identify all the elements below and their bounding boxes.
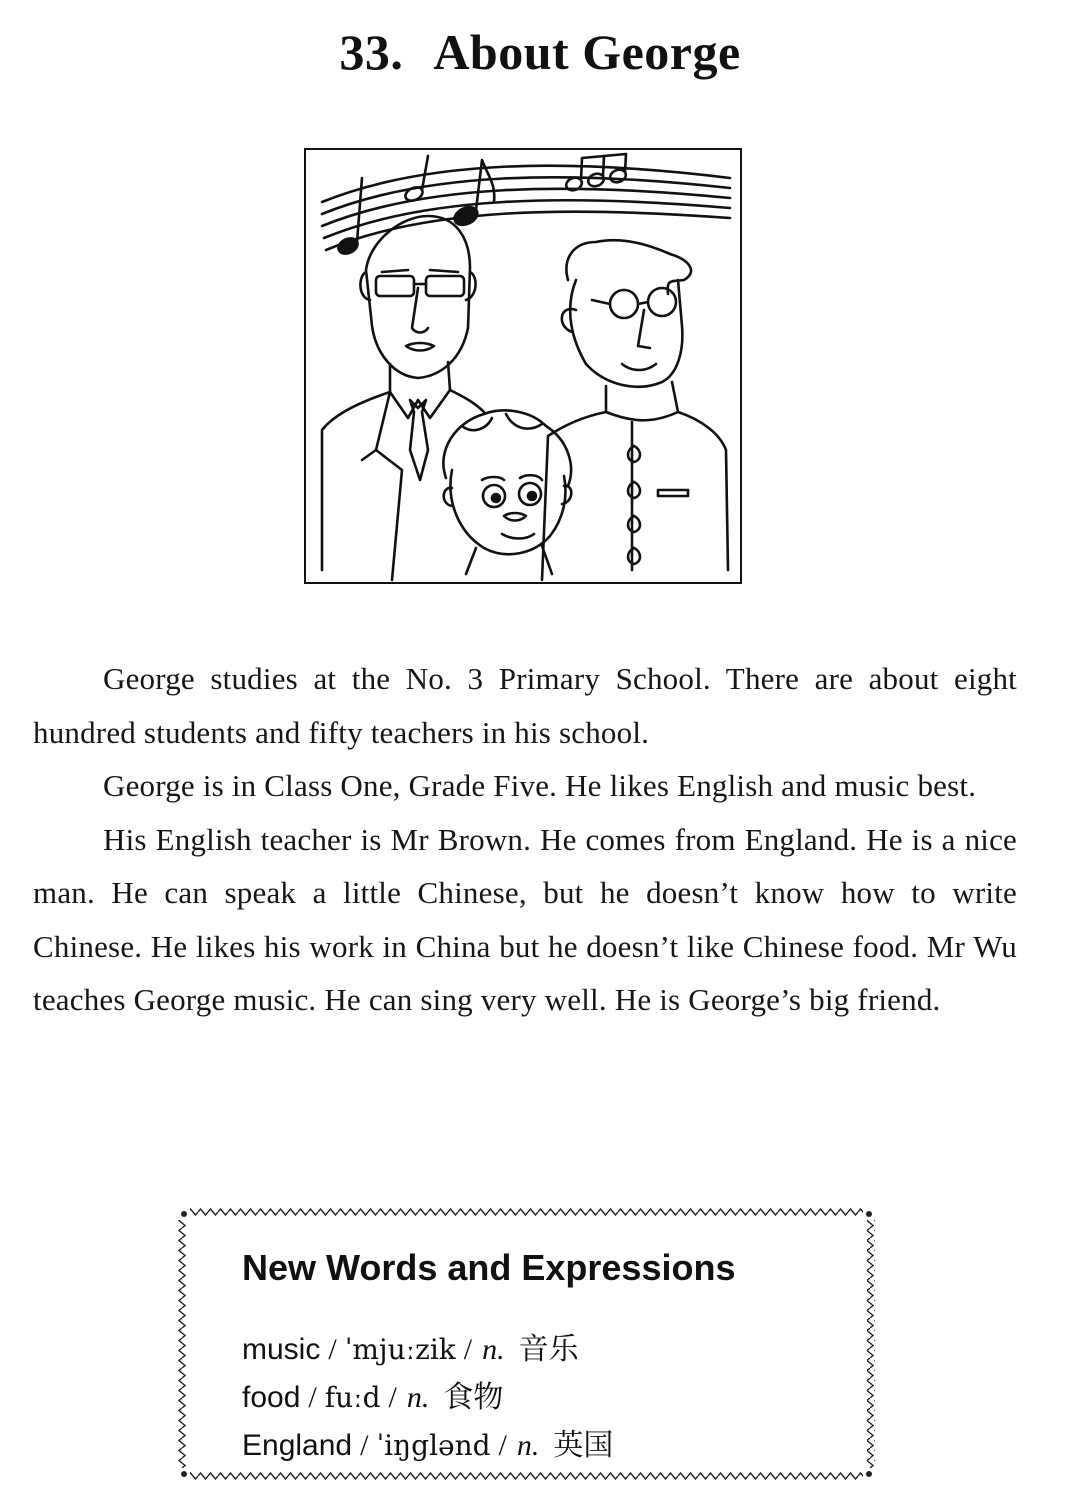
vocab-chinese-meaning: 食物 bbox=[443, 1380, 504, 1415]
passage-paragraph-1: George studies at the No. 3 Primary School. There are about eight hundred students and fifty teachers in his school. bbox=[33, 661, 1017, 750]
student-figure-george bbox=[443, 410, 571, 574]
vocab-slash: / bbox=[498, 1429, 507, 1462]
vocab-word: food bbox=[242, 1381, 301, 1414]
vocab-slash: / bbox=[328, 1333, 337, 1366]
new-words-heading: New Words and Expressions bbox=[242, 1247, 736, 1288]
vocabulary-entry bbox=[242, 1374, 613, 1422]
vocab-slash: / bbox=[360, 1429, 369, 1462]
vocab-word: England bbox=[242, 1429, 353, 1462]
lesson-title bbox=[0, 22, 1080, 82]
vocab-word: music bbox=[242, 1333, 321, 1366]
vocabulary-entry bbox=[242, 1422, 613, 1470]
vocab-part-of-speech: n. bbox=[406, 1381, 430, 1414]
vocab-slash: / bbox=[463, 1333, 473, 1366]
vocab-part-of-speech: n. bbox=[516, 1429, 540, 1462]
teacher-figure-right bbox=[542, 240, 728, 580]
vocab-chinese-meaning: 英国 bbox=[553, 1428, 614, 1463]
new-words-box bbox=[178, 1208, 875, 1480]
passage-paragraph-3: His English teacher is Mr Brown. He comes from England. He is a nice man. He can speak a little Chinese, but he doesn’t know how to write Chinese. He likes his work in China but he doesn’t like Chinese food. Mr Wu teaches George music. He can sing very well. He is George’s big friend. bbox=[33, 821, 1017, 1017]
vocab-pronunciation: ˈiŋglənd bbox=[376, 1429, 491, 1462]
passage-paragraph-2: George is in Class One, Grade Five. He likes English and music best. bbox=[103, 768, 977, 803]
vocab-pronunciation: ˈmjuːzik bbox=[344, 1333, 456, 1366]
vocabulary-entry bbox=[242, 1326, 613, 1374]
reading-passage bbox=[33, 652, 1017, 1027]
vocab-chinese-meaning: 音乐 bbox=[518, 1332, 579, 1367]
vocabulary-list bbox=[242, 1326, 613, 1470]
lesson-title-text: About George bbox=[433, 24, 741, 80]
vocab-slash: / bbox=[388, 1381, 397, 1414]
vocab-pronunciation: fuːd bbox=[324, 1381, 381, 1414]
lesson-number: 33. bbox=[339, 24, 404, 80]
teacher-figure-left bbox=[322, 216, 484, 580]
vocab-part-of-speech: n. bbox=[482, 1333, 505, 1366]
lesson-illustration bbox=[304, 148, 742, 584]
vocab-slash: / bbox=[308, 1381, 317, 1414]
